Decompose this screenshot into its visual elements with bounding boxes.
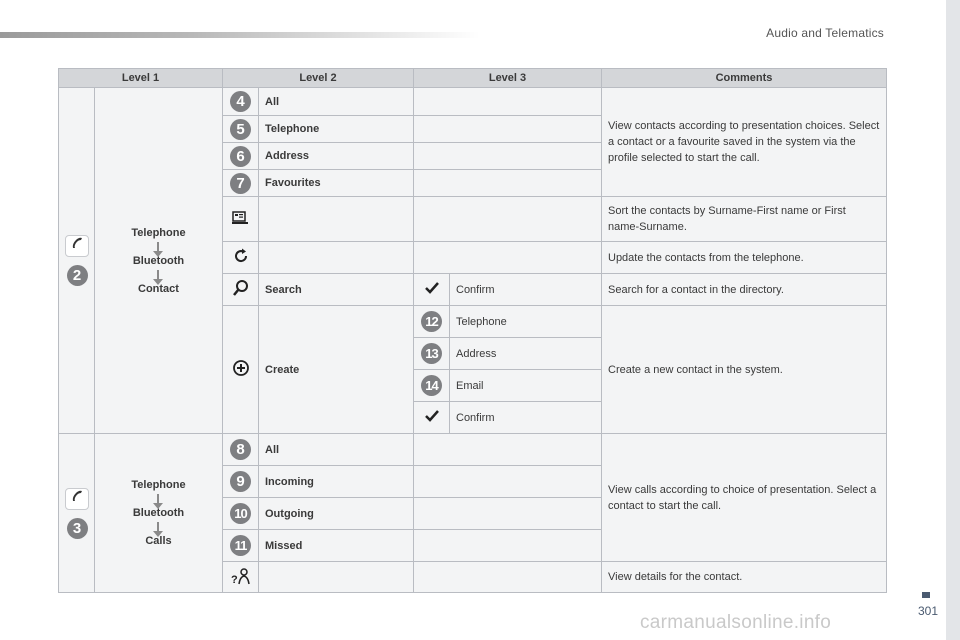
empty-level3 bbox=[414, 143, 602, 170]
empty-level3 bbox=[414, 170, 602, 197]
empty-level3 bbox=[414, 498, 602, 530]
page-edge bbox=[946, 0, 960, 640]
empty-level2 bbox=[259, 197, 414, 242]
num-cell bbox=[414, 338, 450, 370]
num-cell bbox=[223, 498, 259, 530]
number-badge: 12 bbox=[421, 311, 442, 332]
empty-level3 bbox=[414, 562, 602, 593]
empty-level3 bbox=[414, 434, 602, 466]
comment-details: View details for the contact. bbox=[602, 562, 887, 593]
section-title: Audio and Telematics bbox=[766, 26, 884, 40]
create-cell bbox=[223, 306, 259, 434]
page-number: 301 bbox=[917, 604, 938, 618]
path-telephone: Telephone bbox=[131, 226, 186, 239]
comment-view-calls: View calls according to choice of presentation. Select a contact to start the call. bbox=[602, 434, 887, 562]
create-telephone: Telephone bbox=[450, 306, 602, 338]
empty-level2 bbox=[259, 562, 414, 593]
number-badge: 4 bbox=[230, 91, 251, 112]
comment-view-contacts: View contacts according to presentation choices. Select a contact or a favourite saved in the system via the profile selected to start the call. bbox=[602, 88, 887, 197]
empty-level2 bbox=[259, 242, 414, 274]
menu-table bbox=[58, 68, 887, 593]
num-cell bbox=[223, 466, 259, 498]
num-cell bbox=[223, 434, 259, 466]
update-cell bbox=[223, 242, 259, 274]
num-cell bbox=[223, 530, 259, 562]
num-cell bbox=[223, 143, 259, 170]
confirm-cell bbox=[414, 402, 450, 434]
arrow-down-icon bbox=[157, 494, 159, 504]
empty-level3 bbox=[414, 466, 602, 498]
watermark: carmanualsonline.info bbox=[640, 612, 832, 633]
path-bluetooth: Bluetooth bbox=[132, 254, 185, 267]
empty-level3 bbox=[414, 88, 602, 116]
option-all-calls: All bbox=[259, 434, 414, 466]
create-email: Email bbox=[450, 370, 602, 402]
table-row bbox=[59, 434, 887, 466]
contacts-level1-icons bbox=[59, 88, 95, 434]
arrow-down-icon bbox=[157, 522, 159, 532]
number-badge: 5 bbox=[230, 119, 251, 140]
number-badge: 10 bbox=[230, 503, 251, 524]
comment-create: Create a new contact in the system. bbox=[602, 306, 887, 434]
calls-level1-icons bbox=[59, 434, 95, 593]
create-address: Address bbox=[450, 338, 602, 370]
arrow-down-icon bbox=[157, 270, 159, 280]
num-cell bbox=[223, 170, 259, 197]
table-row bbox=[59, 88, 887, 116]
refresh-icon bbox=[232, 256, 250, 268]
calls-menu-path bbox=[95, 434, 223, 593]
number-badge: 9 bbox=[230, 471, 251, 492]
contact-details-icon bbox=[230, 573, 252, 588]
phone-icon bbox=[65, 235, 89, 257]
add-circle-icon bbox=[232, 368, 250, 380]
empty-level3 bbox=[414, 116, 602, 143]
comment-sort: Sort the contacts by Surname-First name or First name-Surname. bbox=[602, 197, 887, 242]
option-incoming: Incoming bbox=[259, 466, 414, 498]
path-telephone: Telephone bbox=[131, 479, 186, 491]
table-header-row bbox=[59, 69, 887, 88]
option-telephone: Telephone bbox=[259, 116, 414, 143]
number-badge: 6 bbox=[230, 146, 251, 167]
num-cell bbox=[414, 306, 450, 338]
phone-icon bbox=[65, 488, 89, 510]
comment-update: Update the contacts from the telephone. bbox=[602, 242, 887, 274]
number-badge: 8 bbox=[230, 439, 251, 460]
option-create: Create bbox=[259, 306, 414, 434]
header-comments: Comments bbox=[602, 69, 887, 88]
header-level-3: Level 3 bbox=[414, 69, 602, 88]
option-address: Address bbox=[259, 143, 414, 170]
checkmark-icon bbox=[425, 285, 439, 297]
create-confirm: Confirm bbox=[450, 402, 602, 434]
arrow-down-icon bbox=[157, 242, 159, 252]
level1-badge-2: 2 bbox=[67, 265, 88, 286]
header-decor-bar bbox=[0, 32, 480, 38]
option-search: Search bbox=[259, 274, 414, 306]
path-bluetooth: Bluetooth bbox=[132, 507, 185, 519]
option-outgoing: Outgoing bbox=[259, 498, 414, 530]
num-cell bbox=[223, 116, 259, 143]
option-all: All bbox=[259, 88, 414, 116]
header-level-2: Level 2 bbox=[223, 69, 414, 88]
number-badge: 11 bbox=[230, 535, 251, 556]
svg-text:?: ? bbox=[230, 573, 238, 585]
search-confirm: Confirm bbox=[450, 274, 602, 306]
option-missed: Missed bbox=[259, 530, 414, 562]
option-favourites: Favourites bbox=[259, 170, 414, 197]
page-marker bbox=[922, 592, 930, 598]
path-calls: Calls bbox=[145, 535, 172, 547]
empty-level3 bbox=[414, 242, 602, 274]
contacts-menu-path bbox=[95, 88, 223, 434]
empty-level3 bbox=[414, 197, 602, 242]
confirm-cell bbox=[414, 274, 450, 306]
comment-search: Search for a contact in the directory. bbox=[602, 274, 887, 306]
path-contact: Contact bbox=[138, 282, 179, 295]
empty-level3 bbox=[414, 530, 602, 562]
sort-contacts-icon bbox=[231, 217, 251, 229]
search-cell bbox=[223, 274, 259, 306]
level1-badge-3: 3 bbox=[67, 518, 88, 539]
header-level-1: Level 1 bbox=[59, 69, 223, 88]
number-badge: 7 bbox=[230, 173, 251, 194]
number-badge: 13 bbox=[421, 343, 442, 364]
num-cell bbox=[414, 370, 450, 402]
number-badge: 14 bbox=[421, 375, 442, 396]
search-icon bbox=[232, 288, 250, 300]
details-cell bbox=[223, 562, 259, 593]
num-cell bbox=[223, 88, 259, 116]
sort-cell bbox=[223, 197, 259, 242]
checkmark-icon bbox=[425, 413, 439, 425]
